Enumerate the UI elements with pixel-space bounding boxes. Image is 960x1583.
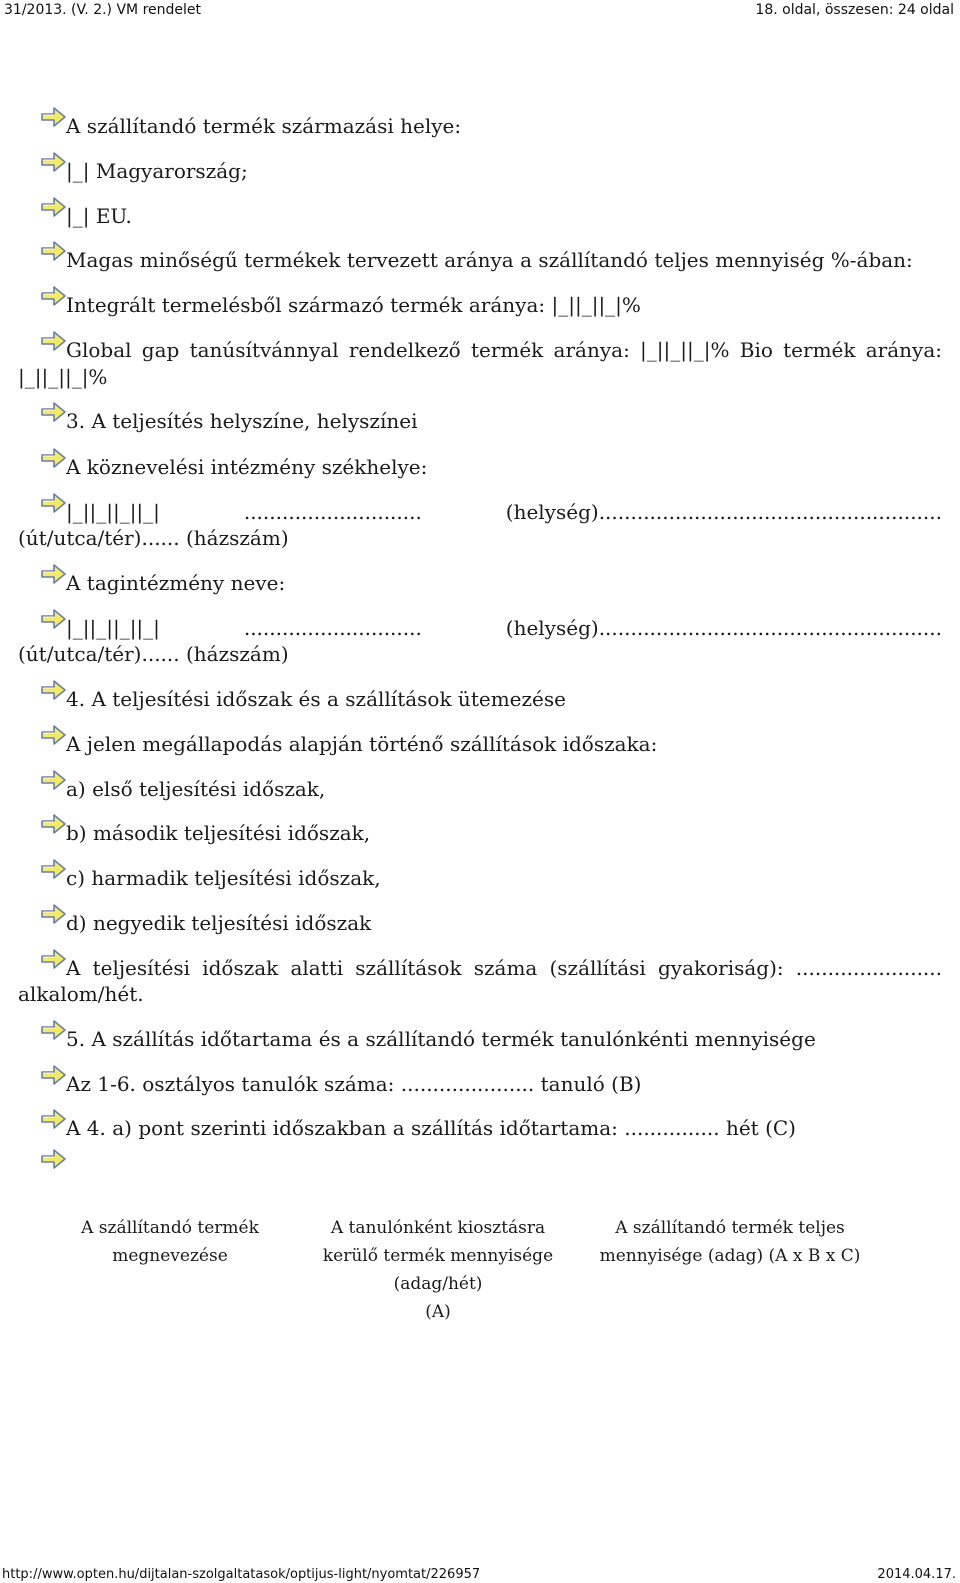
pointing-hand-arrow-icon [18, 908, 66, 932]
pointing-hand-arrow-icon [18, 156, 66, 180]
table-header-quantity-per-student: A tanulónként kiosztásra kerülő termék mennyisége (adag/hét) (A) [322, 1218, 554, 1322]
table-header-total-quantity: A szállítandó termék teljes mennyisége (adag) (A x B x C) [599, 1218, 861, 1266]
text-line-continued: alkalom/hét. [18, 982, 144, 1006]
pointing-hand-arrow-icon [18, 201, 66, 225]
text-line: b) második teljesítési időszak, [18, 818, 942, 847]
pointing-hand-arrow-icon [18, 684, 66, 708]
text-line: d) negyedik teljesítési időszak [18, 908, 942, 937]
footer-url: http://www.opten.hu/dijtalan-szolgaltatasok/optijus-light/nyomtat/226957 [2, 1567, 481, 1582]
text-line: Integrált termelésből származó termék aránya: |_||_||_|% [18, 290, 942, 319]
pointing-hand-arrow-icon [18, 1113, 66, 1137]
text-line [18, 1153, 942, 1182]
pointing-hand-arrow-icon [18, 290, 66, 314]
text-line: |_| Magyarország; [18, 156, 942, 185]
pointing-hand-arrow-icon [18, 111, 66, 135]
pointing-hand-arrow-icon [18, 335, 66, 359]
pointing-hand-arrow-icon [18, 729, 66, 753]
address-field-line: |_||_||_||_| ............................ (helység)...................................................... [18, 497, 942, 526]
address-field-line: |_||_||_||_| ............................ (helység)...................................................... [18, 613, 942, 642]
text-line-continued: (út/utca/tér)...... (házszám) [18, 642, 289, 666]
pointing-hand-arrow-icon [18, 818, 66, 842]
header-left: 31/2013. (V. 2.) VM rendelet [4, 2, 201, 18]
pointing-hand-arrow-icon [18, 953, 66, 977]
table-header-product-name: A szállítandó termék megnevezése [81, 1218, 259, 1266]
text-line: Global gap tanúsítvánnyal rendelkező termék aránya: |_||_||_|% Bio termék aránya: [18, 335, 942, 364]
pointing-hand-arrow-icon [18, 1024, 66, 1048]
text-line: |_| EU. [18, 201, 942, 230]
section-heading: 3. A teljesítés helyszíne, helyszínei [18, 406, 942, 435]
pointing-hand-arrow-icon [18, 1153, 66, 1177]
text-line: Az 1-6. osztályos tanulók száma: ..................... tanuló (B) [18, 1069, 942, 1098]
text-line: a) első teljesítési időszak, [18, 774, 942, 803]
text-line: Magas minőségű termékek tervezett aránya a szállítandó teljes mennyiség %-ában: [18, 245, 942, 274]
text-line: A 4. a) pont szerinti időszakban a szállítás időtartama: ............... hét (C) [18, 1113, 942, 1142]
pointing-hand-arrow-icon [18, 497, 66, 521]
text-line: A szállítandó termék származási helye: [18, 111, 942, 140]
section-heading: 5. A szállítás időtartama és a szállítandó termék tanulónkénti mennyisége [18, 1024, 942, 1053]
pointing-hand-arrow-icon [18, 613, 66, 637]
text-line-continued: (út/utca/tér)...... (házszám) [18, 526, 289, 550]
footer-date: 2014.04.17. [877, 1567, 956, 1582]
header-right: 18. oldal, összesen: 24 oldal [755, 2, 954, 18]
text-line-continued: |_||_||_|% [18, 365, 108, 389]
text-line: A tagintézmény neve: [18, 568, 942, 597]
pointing-hand-arrow-icon [18, 774, 66, 798]
pointing-hand-arrow-icon [18, 245, 66, 269]
pointing-hand-arrow-icon [18, 1069, 66, 1093]
text-line: A köznevelési intézmény székhelye: [18, 452, 942, 481]
text-line: A jelen megállapodás alapján történő szállítások időszaka: [18, 729, 942, 758]
pointing-hand-arrow-icon [18, 568, 66, 592]
section-heading: 4. A teljesítési időszak és a szállítások ütemezése [18, 684, 942, 713]
text-line: A teljesítési időszak alatti szállítások száma (szállítási gyakoriság): ....................... [18, 953, 942, 982]
text-line: c) harmadik teljesítési időszak, [18, 863, 942, 892]
pointing-hand-arrow-icon [18, 406, 66, 430]
pointing-hand-arrow-icon [18, 452, 66, 476]
pointing-hand-arrow-icon [18, 863, 66, 887]
